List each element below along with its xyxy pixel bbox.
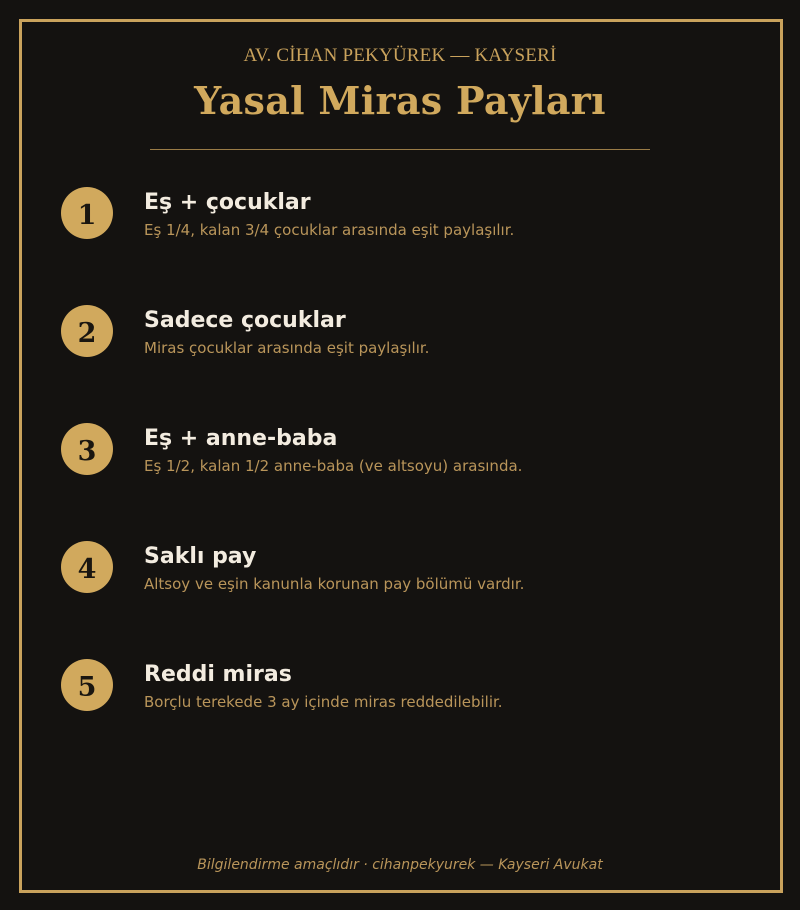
item-title: Saklı pay	[144, 544, 257, 569]
item-description: Miras çocuklar arasında eşit paylaşılır.	[144, 339, 430, 357]
number-badge	[61, 541, 113, 593]
number-badge	[61, 423, 113, 475]
number-badge-label: 4	[77, 553, 97, 585]
number-badge-label: 5	[77, 671, 97, 703]
item-title: Sadece çocuklar	[144, 308, 346, 333]
item-title: Eş + anne-baba	[144, 426, 338, 451]
number-badge-label: 2	[77, 317, 97, 349]
list-item	[0, 423, 800, 503]
number-badge	[61, 305, 113, 357]
item-description: Eş 1/4, kalan 3/4 çocuklar arasında eşit paylaşılır.	[144, 221, 515, 239]
list-item	[0, 187, 800, 267]
item-title: Eş + çocuklar	[144, 190, 311, 215]
header-subtitle: AV. CİHAN PEKYÜREK — KAYSERİ	[243, 45, 557, 66]
number-badge	[61, 659, 113, 711]
list-item	[0, 659, 800, 739]
number-badge-label: 1	[77, 199, 97, 231]
footer-note: Bilgilendirme amaçlıdır · cihanpekyurek — Kayseri Avukat	[197, 857, 603, 873]
list-item	[0, 305, 800, 385]
page-title: Yasal Miras Payları	[194, 78, 606, 123]
number-badge	[61, 187, 113, 239]
item-description: Altsoy ve eşin kanunla korunan pay bölümü vardır.	[144, 575, 525, 593]
item-description: Borçlu terekede 3 ay içinde miras reddedilebilir.	[144, 693, 503, 711]
item-title: Reddi miras	[144, 662, 292, 687]
item-description: Eş 1/2, kalan 1/2 anne-baba (ve altsoyu) arasında.	[144, 457, 523, 475]
list-item	[0, 541, 800, 621]
number-badge-label: 3	[77, 435, 97, 467]
